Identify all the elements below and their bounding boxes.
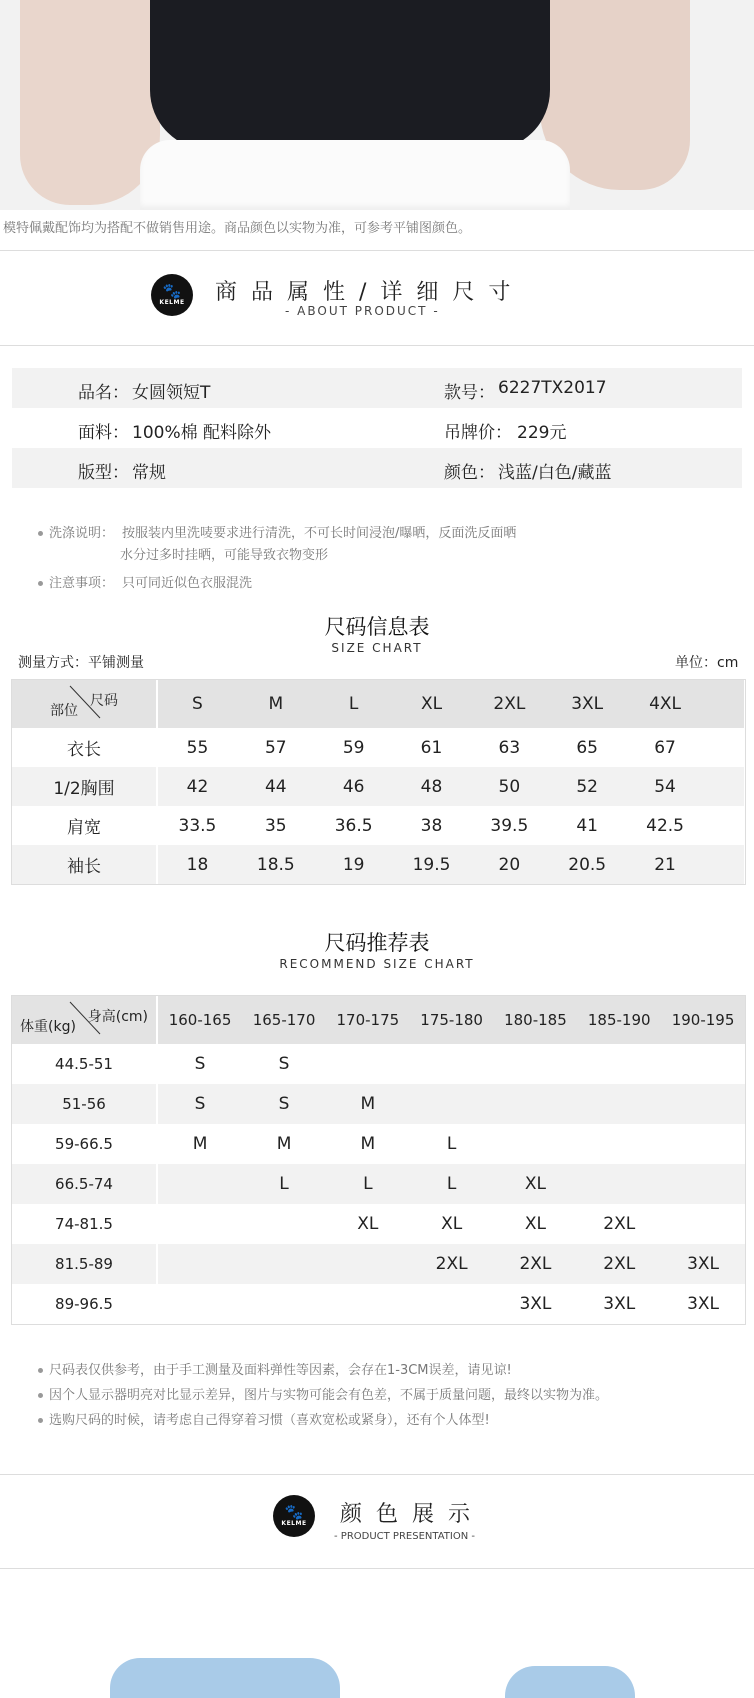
attr-label: 吊牌价： (444, 423, 512, 443)
size-cell: 44 (237, 767, 315, 806)
size-header-row (12, 680, 744, 728)
recommend-cell (494, 1084, 578, 1124)
recommend-cell: 2XL (494, 1244, 578, 1284)
corner-height-label: 身高(cm) (87, 1009, 148, 1025)
unit-label: 单位：cm (675, 655, 739, 671)
recommend-row (12, 1164, 745, 1204)
recommend-cell (326, 1244, 410, 1284)
recommend-cell (242, 1204, 326, 1244)
size-cell: 33.5 (178, 815, 217, 836)
recommend-cell (242, 1244, 326, 1284)
weight-label: 51-56 (12, 1084, 157, 1124)
size-row-label: 衣长 (12, 728, 157, 767)
size-row (12, 767, 744, 806)
divider (0, 1568, 754, 1569)
wash-line1: 按服装内里洗唛要求进行清洗，不可长时间浸泡/曝晒，反面洗反面晒 (122, 526, 517, 541)
weight-label: 66.5-74 (12, 1164, 157, 1204)
attr-value: 100%棉 配料除外 (132, 423, 272, 443)
size-cell: 35 (264, 815, 287, 836)
size-header: S (157, 680, 237, 728)
attr-label: 版型： (78, 463, 129, 483)
note-value: 只可同近似色衣服混洗 (122, 576, 253, 591)
recommend-cell (661, 1164, 745, 1204)
size-row-label: 肩宽 (12, 806, 157, 845)
size-cell: 46 (315, 767, 393, 806)
recommend-cell (577, 1164, 661, 1204)
recommend-cell: M (326, 1084, 410, 1124)
recommend-cell (410, 1284, 494, 1324)
recommend-cell: L (326, 1164, 410, 1204)
attribute-table (12, 368, 742, 488)
height-header: 190-195 (661, 996, 745, 1044)
recommend-cell: M (276, 1134, 292, 1154)
size-row (12, 806, 744, 845)
recommend-cell (577, 1084, 661, 1124)
section-color-title: 颜色展示 (340, 1502, 485, 1527)
recommend-chart-subtitle: RECOMMEND SIZE CHART (279, 957, 475, 971)
size-cell: 42.5 (646, 815, 684, 836)
recommend-row (12, 1124, 745, 1164)
size-cell: 38 (420, 815, 443, 836)
recommend-cell: XL (441, 1214, 463, 1234)
model-arm-left (20, 0, 160, 205)
recommend-cell: 2XL (410, 1244, 494, 1284)
note-text: 尺码表仅供参考，由于手工测量及面料弹性等因素，会存在1-3CM误差，请见谅! (49, 1363, 512, 1378)
color-presentation-area (0, 1570, 754, 1698)
attr-value: 浅蓝/白色/藏蓝 (498, 463, 612, 483)
corner-weight-label: 体重(kg) (20, 1019, 76, 1035)
recommend-cell: L (446, 1134, 457, 1154)
recommend-cell (157, 1204, 242, 1244)
height-header: 175-180 (410, 996, 494, 1044)
divider (0, 345, 754, 346)
recommend-row (12, 1044, 745, 1084)
size-cell: 54 (626, 767, 704, 806)
size-chart-subtitle: SIZE CHART (331, 641, 423, 655)
recommend-cell (661, 1124, 745, 1164)
recommend-cell (577, 1044, 661, 1084)
logo-text: KELME (159, 299, 185, 306)
size-cell: 18.5 (237, 845, 315, 884)
attr-value: 6227TX2017 (498, 378, 607, 398)
size-header: M (237, 680, 315, 728)
divider (0, 1474, 754, 1475)
recommend-row (12, 1284, 745, 1324)
recommend-cell: S (242, 1084, 326, 1124)
note-item (38, 1383, 608, 1408)
recommend-corner-cell (12, 996, 157, 1044)
note-text: 选购尺码的时候，请考虑自己得穿着习惯（喜欢宽松或紧身），还有个人体型! (49, 1413, 490, 1428)
size-cell: 39.5 (490, 815, 529, 836)
size-chart-title: 尺码信息表 (324, 615, 430, 639)
bullet-icon (38, 1393, 43, 1398)
size-cell: 61 (420, 737, 443, 758)
size-header: 2XL (470, 680, 548, 728)
size-row-label: 袖长 (12, 845, 157, 884)
recommend-cell: L (242, 1164, 326, 1204)
size-cell: 19.5 (393, 845, 471, 884)
attr-label: 款号： (444, 383, 495, 403)
weight-label: 89-96.5 (12, 1284, 157, 1324)
size-header: XL (393, 680, 471, 728)
height-header: 180-185 (494, 996, 578, 1044)
size-cell: 20.5 (548, 845, 626, 884)
recommend-cell: 3XL (661, 1244, 745, 1284)
recommend-row (12, 1084, 745, 1124)
section-about-title: 商品属性/详细尺寸 (215, 280, 525, 305)
corner-part-label: 部位 (50, 703, 78, 719)
size-header: 4XL (626, 680, 704, 728)
recommend-cell (577, 1124, 661, 1164)
attr-label: 面料： (78, 423, 129, 443)
size-cell: 20 (470, 845, 548, 884)
size-cell: 55 (186, 737, 209, 758)
height-header: 170-175 (326, 996, 410, 1044)
size-row (12, 845, 744, 884)
recommend-cell: 3XL (519, 1294, 552, 1314)
spacer-cell (704, 806, 744, 845)
note-label: 注意事项： (49, 576, 115, 591)
weight-label: 81.5-89 (12, 1244, 157, 1284)
recommend-cell: S (194, 1054, 206, 1074)
recommend-cell: XL (524, 1214, 546, 1234)
black-tshirt (150, 0, 550, 150)
size-cell: 21 (626, 845, 704, 884)
section-color-subtitle: - PRODUCT PRESENTATION - (334, 1531, 475, 1542)
recommend-cell: S (278, 1054, 290, 1074)
recommend-cell (661, 1084, 745, 1124)
attribute-row (12, 408, 742, 448)
spacer-cell (704, 680, 744, 728)
size-header: L (315, 680, 393, 728)
bullet-icon (38, 1368, 43, 1373)
bullet-icon (38, 1418, 43, 1423)
attr-value: 常规 (132, 463, 166, 483)
recommend-cell: 3XL (603, 1294, 636, 1314)
diagonal-line-icon (12, 680, 156, 728)
recommend-cell (157, 1284, 242, 1324)
size-row (12, 728, 744, 767)
recommend-cell: 2XL (603, 1214, 636, 1234)
wash-instructions (38, 522, 516, 541)
attr-value: 女圆领短T (132, 383, 211, 403)
bullet-icon (38, 581, 43, 586)
logo-text: KELME (281, 1520, 307, 1527)
size-cell: 42 (157, 767, 237, 806)
size-cell: 41 (576, 815, 598, 836)
size-header: 3XL (548, 680, 626, 728)
recommend-cell (326, 1044, 410, 1084)
wash-note (38, 572, 252, 591)
recommend-header-row (12, 996, 745, 1044)
recommend-cell (242, 1284, 326, 1324)
wash-line2: 水分过多时挂晒，可能导致衣物变形 (120, 548, 329, 563)
attribute-row (12, 368, 742, 408)
recommend-cell (326, 1284, 410, 1324)
size-cell: 36.5 (334, 815, 373, 836)
recommend-cell (157, 1164, 242, 1204)
height-header: 160-165 (157, 996, 242, 1044)
height-header: 185-190 (577, 996, 661, 1044)
size-cell: 67 (654, 737, 676, 758)
size-corner-cell (12, 680, 157, 728)
corner-size-label: 尺码 (90, 693, 118, 709)
size-row-label: 1/2胸围 (12, 767, 157, 806)
recommend-cell: 2XL (577, 1244, 661, 1284)
size-chart-table (12, 680, 745, 884)
size-cell: 57 (264, 737, 287, 758)
paw-icon: 🐾 (162, 282, 182, 300)
note-item (38, 1408, 608, 1433)
recommend-cell: XL (494, 1164, 578, 1204)
recommend-cell: M (360, 1134, 376, 1154)
recommend-cell (410, 1084, 494, 1124)
size-cell: 52 (548, 767, 626, 806)
size-cell: 19 (315, 845, 393, 884)
attr-label: 品名： (78, 383, 129, 403)
recommend-cell (157, 1244, 242, 1284)
attr-value: 229元 (517, 423, 567, 443)
weight-label: 59-66.5 (12, 1124, 157, 1164)
photo-note: 模特佩戴配饰均为搭配不做销售用途。商品颜色以实物为准，可参考平铺图颜色。 (3, 221, 472, 236)
recommend-cell (494, 1044, 578, 1084)
paw-icon: 🐾 (284, 1503, 304, 1521)
spacer-cell (704, 767, 744, 806)
size-cell: 63 (498, 737, 521, 758)
spacer-cell (704, 845, 744, 884)
recommend-cell: L (410, 1164, 494, 1204)
bullet-icon (38, 531, 43, 536)
attribute-row (12, 448, 742, 488)
recommend-row (12, 1244, 745, 1284)
light-blue-tee-front (110, 1658, 340, 1698)
note-item (38, 1358, 608, 1383)
recommend-cell: M (192, 1134, 208, 1154)
divider (0, 250, 754, 251)
measure-method: 测量方式：平铺测量 (18, 655, 144, 671)
size-cell: 50 (470, 767, 548, 806)
notes-list (38, 1358, 608, 1433)
size-cell: 18 (157, 845, 237, 884)
recommend-cell: S (157, 1084, 242, 1124)
size-cell: 65 (576, 737, 598, 758)
recommend-cell (661, 1204, 745, 1244)
recommend-row (12, 1204, 745, 1244)
recommend-chart-table (12, 996, 745, 1324)
light-blue-tee-back (505, 1666, 635, 1698)
recommend-cell: 3XL (687, 1294, 720, 1314)
recommend-chart-title: 尺码推荐表 (324, 931, 430, 955)
attr-label: 颜色： (444, 463, 495, 483)
recommend-cell: XL (357, 1214, 379, 1234)
weight-label: 44.5-51 (12, 1044, 157, 1084)
size-cell: 59 (342, 737, 365, 758)
wash-label: 洗涤说明： (49, 526, 115, 541)
size-cell: 48 (393, 767, 471, 806)
section-about-subtitle: - ABOUT PRODUCT - (285, 304, 440, 318)
recommend-cell (494, 1124, 578, 1164)
spacer-cell (704, 728, 744, 767)
product-photo (0, 0, 754, 210)
white-pants (140, 140, 570, 210)
weight-label: 74-81.5 (12, 1204, 157, 1244)
recommend-cell (661, 1044, 745, 1084)
note-text: 因个人显示器明亮对比显示差异，图片与实物可能会有色差，不属于质量问题，最终以实物为准。 (49, 1388, 609, 1403)
recommend-cell (410, 1044, 494, 1084)
height-header: 165-170 (242, 996, 326, 1044)
